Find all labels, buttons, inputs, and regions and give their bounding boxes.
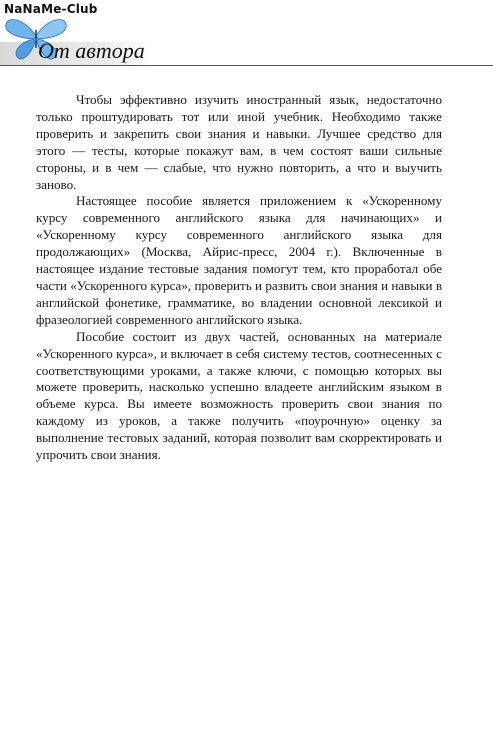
paragraph: Настоящее пособие является приложением к «Ускоренному курсу современного английского языка для начинающих» и «Ускоренному курсу современного английского языка для продолжающих» (Москва, Айрис-пресс, 2004 г.). Включенные в настоящее издание тестовые задания помогут тем, кто проработал обе части «Ускоренного курса», проверить и развить свои знания и навыки в английской фонетике, грамматике, во владении основной лексикой и фразеологией современного английского языка. bbox=[36, 193, 442, 327]
watermark-text: NaNaMe-Club bbox=[4, 2, 98, 16]
header-rule bbox=[0, 65, 493, 66]
paragraph: Пособие состоит из двух частей, основанных на материале «Ускоренного курса», и включает в себя систему тестов, соотнесенных с соответствующими уроками, а также ключи, с помощью которых вы можете проверить, насколько успешно владеете английским языком в объеме курса. Вы имеете возможность проверить свои знания по каждому из уроков, а также получить «поурочную» оценку за выполнение тестовых заданий, которая позволит вам скорректировать и упрочить свои знания. bbox=[36, 328, 442, 463]
paragraph: Чтобы эффективно изучить иностранный язык, недостаточно только проштудировать тот или иной учебник. Необходимо также проверить и закрепить свои знания и навыки. Лучшее средство для этого — тесты, которые покажут вам, в чем состоят ваши сильные стороны, и в чем — слабые, что нужно повторить, а что и выучить заново. bbox=[36, 92, 442, 192]
page-body bbox=[36, 92, 442, 464]
page-title: От автора bbox=[38, 38, 145, 63]
